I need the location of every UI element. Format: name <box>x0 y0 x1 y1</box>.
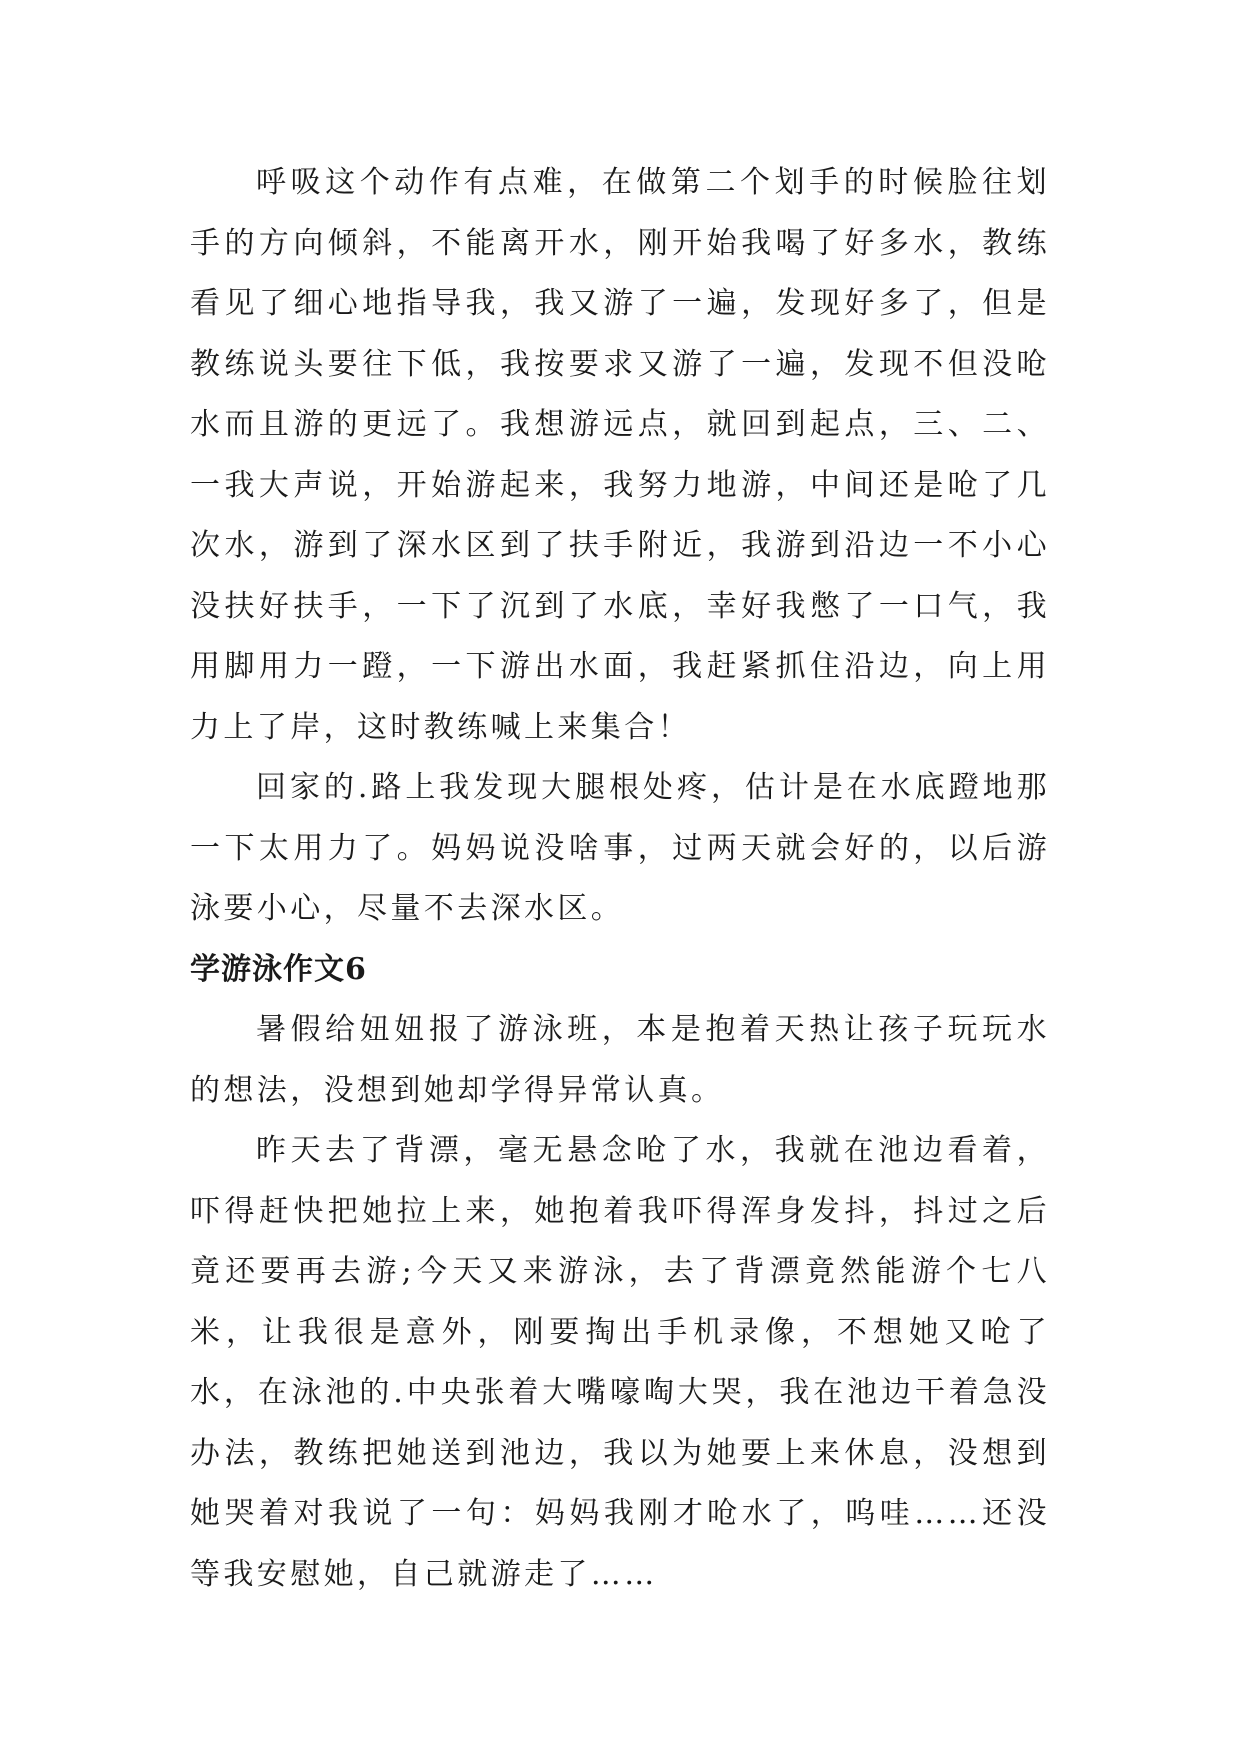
paragraph-going-home: 回家的.路上我发现大腿根处疼，估计是在水底蹬地那一下太用力了。妈妈说没啥事，过两天就会好的，以后游泳要小心，尽量不去深水区。 <box>190 770 1050 926</box>
essay-heading: 学游泳作文6 <box>190 951 367 987</box>
paragraph-back-float: 昨天去了背漂，毫无悬念呛了水，我就在池边看着，吓得赶快把她拉上来，她抱着我吓得浑身发抖，抖过之后竟还要再去游;今天又来游泳，去了背漂竟然能游个七八米，让我很是意外，刚要掏出手机录像，不想她又呛了水，在泳池的.中央张着大嘴嚎啕大哭，我在池边干着急没办法，教练把她送到池边，我以为她要上来休息，没想到她哭着对我说了一句：妈妈我刚才呛水了，呜哇……还没等我安慰她，自己就游走了…… <box>190 1133 1050 1592</box>
document-page <box>190 153 1050 1605</box>
paragraph-summer-class: 暑假给妞妞报了游泳班，本是抱着天热让孩子玩玩水的想法，没想到她却学得异常认真。 <box>190 1012 1050 1108</box>
paragraph-breathing: 呼吸这个动作有点难，在做第二个划手的时候脸往划手的方向倾斜，不能离开水，刚开始我喝了好多水，教练看见了细心地指导我，我又游了一遍，发现好多了，但是教练说头要往下低，我按要求又游了一遍，发现不但没呛水而且游的更远了。我想游远点，就回到起点，三、二、一我大声说，开始游起来，我努力地游，中间还是呛了几次水，游到了深水区到了扶手附近，我游到沿边一不小心没扶好扶手，一下了沉到了水底，幸好我憋了一口气，我用脚用力一蹬，一下游出水面，我赶紧抓住沿边，向上用力上了岸，这时教练喊上来集合！ <box>190 165 1050 745</box>
